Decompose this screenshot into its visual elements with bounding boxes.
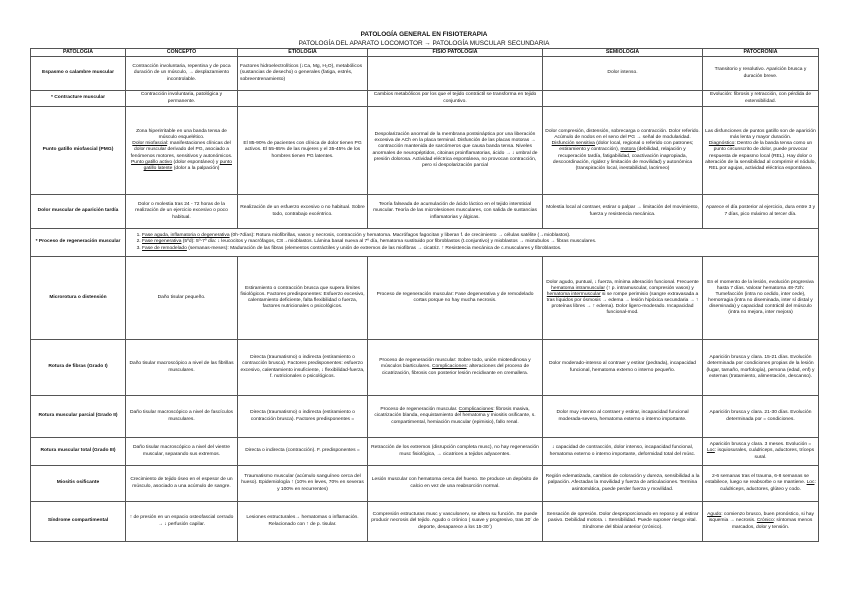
dolor-miofascial-term: Dolor miofascial: [132, 141, 168, 147]
cell-fisiopatologia: Lesión muscular con hematoma cerca del hueso. Se produce un depósito de calcio en vez de una reabsorción normal.: [368, 466, 543, 502]
header-fisiopatologia: FISIO PATOLOGÍA: [368, 49, 543, 57]
cell-patologia: Dolor muscular de aparición tardía: [31, 195, 126, 229]
table-row: [31, 57, 819, 91]
table-row: [31, 340, 819, 396]
cell-patocronia: [703, 502, 819, 542]
table-row: [31, 466, 819, 502]
fisiopatologia-text: : fibrosis masiva, cicatrización blanda, enquistamiento del hematoma y miositis osificante, s. compartimental, hemiación muscular (epimisio), fallo renal.: [374, 407, 536, 425]
cell-patologia: Espasmo o calambre muscular: [31, 57, 126, 91]
table-row: [31, 502, 819, 542]
fisiopatologia-text: : alteraciones del proceso de cicatrización, fibrosis con posterior lesión recidivante en cremallera.: [381, 364, 530, 376]
fase-label: Fase aguda, inflamatoria o degenerativa: [142, 233, 230, 239]
complicaciones-term: Complicaciones: [458, 407, 494, 413]
document-subtitle: PATOLOGÍA DEL APARATO LOCOMOTOR → PATOLOGÍA MUSCULAR SECUNDARIA: [298, 40, 550, 47]
table-row: [31, 257, 819, 340]
semiologia-text: Dolor agudo, puntual, ↓ fuerza, mínima alteración funcional. Frecuente: [546, 279, 699, 285]
cell-concepto: Daño tisular macroscópico a nivel de las fibrillas musculares.: [126, 340, 238, 396]
cell-semiologia: Dolor muy intenso al contraer y estirar, incapacidad funcional moderada-severa, hematoma externo o interno importante.: [543, 396, 703, 438]
fase-text: (5ºd): 5º-7º día: ↓ leucocitos y macrófagos, CS→mioblastos. Lámina basal nueva al 7º día, hematoma sustituido por fibroblastos (t.conjuntivo) y mioblastos → miotubulos → fibras musculares.: [181, 239, 597, 245]
cell-semiologia: ↓ capacidad de contracción, dolor intenso, incapacidad funcional, hematoma externo o interno importante, deformidad total del músc.: [543, 438, 703, 466]
cell-semiologia: Sensación de opresión. Dolor desproporcionado en reposo y al estirar pasivo. Debilidad motora. ↓ Sensibilidad. Puede suponer riesgo vital. Síndrome del tibial anterior (crónico).: [543, 502, 703, 542]
table-row: [31, 195, 819, 229]
cell-patologia: * Contracture muscular: [31, 91, 126, 107]
motora-term: motora: [620, 147, 636, 153]
cell-fisiopatologia: Proceso de regeneración muscular: Fase degenerativa y de remodelado cortas porque no hay mucha necrosis.: [368, 257, 543, 340]
cell-patologia: Punto gatillo miofascial (PMG): [31, 107, 126, 195]
header-patologia: PATOLOGÍA: [31, 49, 126, 57]
fisiopatologia-text: Proceso de regeneración muscular: Sobre todo, unión miotendinosa y músculos biarticulares.: [379, 358, 531, 370]
disfuncion-sensitiva-term: Disfunción sensitiva: [551, 141, 595, 147]
cell-semiologia: Molestia local al contraer, estirar o palpar → limitación del movimiento, fuerza y resistencia mecánica.: [543, 195, 703, 229]
cell-fisiopatologia: Compresión estructuras musc y vasculonerv, se altera su función. Se puede producir necrosis del tejido. Agudo o crónico ( suave y progresivo, tras 30´ de deporte, desaparece a los 15-30´): [368, 502, 543, 542]
fase-label: Fase regenerativa: [142, 239, 182, 245]
concepto-text: : manifestaciones clínicas del dolor muscular derivado del PG, asociado a fenómenos motores, sensitivos y autonómicos.: [130, 141, 233, 159]
cell-etiologia: Directa o indirecta (contracción). F. predisponentes =: [238, 438, 368, 466]
header-semiologia: SEMIOLOGÍA: [543, 49, 703, 57]
cell-etiologia: Lesiones estructurales→ hematomas o inflamación. Relacionado con ↑ de p. tisular.: [238, 502, 368, 542]
table-header-row: [31, 49, 819, 57]
cell-semiologia: Región edematizada, cambios de coloración y dureza, sensibilidad a la palpación. Afectadas la movilidad y fuerza de articulaciones. Termina asintomática, puede perder fuerza y movilidad.: [543, 466, 703, 502]
cell-concepto: ↑ de presión en un espacio osteofascial cerrado → ↓ perfusión capilar.: [126, 502, 238, 542]
patocronia-text: 2-6 semanas tras el trauma, 6-8 semanas se estabilece, luego se reabsorbe o se mantiene.: [705, 474, 810, 486]
document-title: PATOLOGÍA GENERAL EN FISIOTERAPIA: [360, 31, 488, 38]
complicaciones-term: Complicaciones: [432, 364, 467, 370]
cell-etiologia: [238, 91, 368, 107]
hematoma-intramuscular-term: hematoma intramuscular: [551, 285, 605, 291]
cell-patocronia: Aparición brusca y clara. 15-21 días. Evolución determinada por condiciones propias de la lesión (lugar, tamaño, morfología), persona (edad, enf) y externas (tratamiento, alimentación, descanso).: [703, 340, 819, 396]
semiologia-text: Dolor compresión, distensión, sobrecarga o contracción. Dolor referido. Acúmulo de nodos en el seno del PG → señal de modularidad.: [545, 129, 700, 141]
cell-patologia: Rotura muscular parcial (Grado II): [31, 396, 126, 438]
cell-fisiopatologia: [368, 340, 543, 396]
semiologia-text: (dolor local, regional o referido con patrones; estiramiento y contracción),: [559, 141, 694, 153]
cell-concepto: Daño tisular macroscópico a nivel de fascículos musculares.: [126, 396, 238, 438]
cell-concepto: Contracción involuntaria, patológica y permanente.: [126, 91, 238, 107]
concepto-text: Zona hiperirritable en una banda tensa de músculo esquelético.: [136, 129, 227, 141]
cell-fases-regeneracion: [126, 229, 819, 257]
cell-semiologia: Dolor intenso.: [543, 57, 703, 91]
cell-concepto: Dolor o molestia tras 24 - 72 horas de la realización de un ejercicio excesivo o poco habitual.: [126, 195, 238, 229]
header-etiologia: ETIOLOGÍA: [238, 49, 368, 57]
table-row: [31, 91, 819, 107]
patocronia-text: : cuádriceps, aductores, glúteo y codo.: [719, 480, 816, 492]
punto-gatillo-activo-term: Punto gatillo activo: [131, 159, 173, 165]
fase-text: (0h-7días): Rotura miofibrillas, vasos y necrosis, contracción y hematoma. Macrófagos fagocitan y liberan f. de crecimiento → células satélite (→mioblastos).: [229, 233, 571, 239]
cell-etiologia: Realización de un esfuerzo excesivo o no habitual. Sobre todo, contrabajo excéntrico.: [238, 195, 368, 229]
document-header: [0, 0, 848, 48]
cell-semiologia: Dolor moderado-intenso al contraer y estirar (pedrada), incapacidad funcional, hematoma externo o interno pequeño.: [543, 340, 703, 396]
patocronia-text: Aparición brusca y clara. 3 meses. Evolución =: [709, 442, 812, 448]
cell-patologia: Miositis osificante: [31, 466, 126, 502]
hematoma-intermuscular-term: hematoma intermuscular: [546, 291, 601, 297]
cell-concepto: [126, 107, 238, 195]
patocronia-text: : Dentro de la banda tensa como un punto circunscrito de dolor, puede provocar respuesta de espasmo local (REL). Hay dolor o alteración de la sensibilidad al comprimir el nódulo, REL por agujas, actividad eléctrica espontánea.: [705, 141, 816, 171]
cell-patocronia: Aparición brusca y clara. 21-30 días. Evolución determinada por = condiciones.: [703, 396, 819, 438]
list-item: [142, 246, 816, 252]
cell-etiologia: Estiramiento o contracción brusca que supera límites fisiológicos. Factores predisponentes: Esfuerzo excesivo, calentamiento deficiente, falta flexibilidad o fuerza, factores nutricionales o psicológicos.: [238, 257, 368, 340]
cell-etiologia: El 85-90% de pacientes con clínica de dolor tienen PG activos. El 55-65% de las mujeres y el 35-45% de los hombres tienen PG latentes.: [238, 107, 368, 195]
patocronia-text: : síntomas menos marcados, dolor y tensión.: [731, 518, 813, 530]
cell-patocronia: Transitorio y resolutivo. Aparición brusca y duración breve.: [703, 57, 819, 91]
semiologia-text: si se rompe perimisio (sangre extravasada a tras líquidos por ósmosis → edema → lesión hipóxica secundaria → ↑ proteínas libres → ↑ edema). Dolor ligero-moderado. Incapacidad funcional-mod.: [546, 291, 699, 316]
cell-fisiopatologia: Cambios metabólicos por los que el tejido contráctil se transforma en tejido conjuntivo.: [368, 91, 543, 107]
fases-list: [128, 233, 816, 251]
cell-patocronia: Aparece el día posterior al ejercicio, dura entre 3 y 7 días, pico máximo al tercer día.: [703, 195, 819, 229]
table-row: [31, 229, 819, 257]
loc-term: Loc: [806, 480, 815, 486]
cell-concepto: Crecimiento de tejido óseo en el espesor de un músculo, asociado a una acúmulo de sangre.: [126, 466, 238, 502]
cell-concepto: Daño tisular pequeño.: [126, 257, 238, 340]
diagnostico-term: Diagnóstico: [708, 141, 735, 147]
cell-etiologia: Directa (traumatismo) o indirecta (estiramiento o contracción brusca). Factores predisponentes: esfuerzo excesivo, calentamiento insuficiente, ↓ flexibilidad-fuerza, f. nutricionales o psicológicos.: [238, 340, 368, 396]
cell-fisiopatologia: Retracción de los extremos (disrupción completa musc), no hay regeneración musc fisiológica, → cicatrices a tejidos adyacentes.: [368, 438, 543, 466]
fase-label: Fase de remodelado: [142, 245, 187, 251]
cell-patologia: Síndrome compartimental: [31, 502, 126, 542]
cell-semiologia: [543, 107, 703, 195]
cell-fisiopatologia: [368, 396, 543, 438]
cell-patologia: Rotura muscular total (Grado III): [31, 438, 126, 466]
patocronia-text: : comienzo brusco, buen pronóstico, si hay isquemia → necrosis.: [708, 512, 814, 524]
cell-etiologia: Traumatismo muscular (acúmulo sanguíneo cerca del hueso). Epidemiología ↑ (10% en leves, 70% en severas y 100% en recurrentes): [238, 466, 368, 502]
cell-concepto: Contracción involuntaria, repentina y de poca duración de un músculo, → desplazamiento incontrolable.: [126, 57, 238, 91]
table-row: [31, 396, 819, 438]
patocronia-text: Las disfunciones de puntos gatillo son de aparición más lenta y mayor duración.: [705, 129, 816, 141]
cell-etiologia: Directa (traumatismo) o indirecta (estiramiento o contracción brusca). Factores predisponentes =: [238, 396, 368, 438]
cell-fisiopatologia: [368, 57, 543, 91]
fisiopatologia-text: Proceso de regeneración muscular.: [380, 407, 459, 413]
cell-fisiopatologia: Despolarización anormal de la membrana postsináptica por una liberación excesiva de ACh en la placa terminal. Disfunción de las placas motoras → contracción mantenida de sarcómeros que causa banda tensa. Niveles anormales de neuropéptidos, citoinas proinflamatorias, ácido → ↓ umbral de presión dolorosa. Actividad eléctrica espontánea, no provocan contracción, pero sí despolarización parcial: [368, 107, 543, 195]
header-patocronia: PATOCRONIA: [703, 49, 819, 57]
agudo-term: Agudo: [707, 512, 722, 518]
cell-patologia: Rotura de fibras (Grado I): [31, 340, 126, 396]
cell-semiologia: [543, 91, 703, 107]
cell-patocronia: [703, 466, 819, 502]
cell-patocronia: [703, 107, 819, 195]
punto-gatillo-latente-term: punto gatillo latente: [143, 159, 232, 171]
patocronia-text: : isquiosurales, cuádriceps, aductores, tríceps sural.: [714, 448, 815, 460]
cell-patocronia: [703, 438, 819, 466]
cell-semiologia: [543, 257, 703, 340]
semiologia-text: (debilidad, relajación y recuperación tardía, fatigabilidad, coactivación inapropiada, descoordinación, rigidez y limitación de movilidad) y autonómica (transpiración local, inestabilidad, lacrimeo): [552, 147, 693, 171]
table-row: [31, 107, 819, 195]
semiologia-text: (↑ p. intramuscular, compresión vasos) y: [604, 285, 694, 291]
header-concepto: CONCEPTO: [126, 49, 238, 57]
cell-fisiopatologia: Teoría falseada de acumulación de ácido láctico en el tejido intersticial muscular. Teoría de las microlesiones musculares, con salida de sustancias inflamatorias y álgicas.: [368, 195, 543, 229]
loc-term: Loc: [706, 448, 715, 454]
cell-patocronia: Evolución: fibrosis y retracción, con pérdida de extensibilidad.: [703, 91, 819, 107]
cell-patologia: Microrotura o distensión: [31, 257, 126, 340]
cell-concepto: Daño tisular macroscópico a nivel del vientre muscular, separando sus extremos.: [126, 438, 238, 466]
cronico-term: Crónico: [756, 518, 774, 524]
cell-patologia: * Proceso de regeneración muscular: [31, 229, 126, 257]
table-row: [31, 438, 819, 466]
cell-etiologia: Factores hidroelectrolíticos (↓Ca, Mg, H₂O), metabólicos (sustancias de desecho) o generales (fatiga, estrés, sobreentrenamiento): [238, 57, 368, 91]
concepto-text: (dolor a la palpación): [172, 165, 220, 171]
pathology-table: [30, 48, 819, 542]
fase-text: (semanas-meses): Maduración de las fibras (elementos contráctiles y unión de extremos de las miofibras → cicatriz. ↑ Resistencia mecánica de c.musculares y fibroblastos.: [186, 245, 562, 251]
concepto-text: (dolor espontáneo) y: [172, 159, 220, 165]
cell-patocronia: En el momento de la lesión, evolución progresiva hasta 7 días. Valorar hematoma 48-72h: Tumefacción (intra no cedido, inter cede), hemorragia (intra no diseminada, inter sí distal y diseminada) y capacidad contráctil del músculo (intra no mejora, inter mejora): [703, 257, 819, 340]
